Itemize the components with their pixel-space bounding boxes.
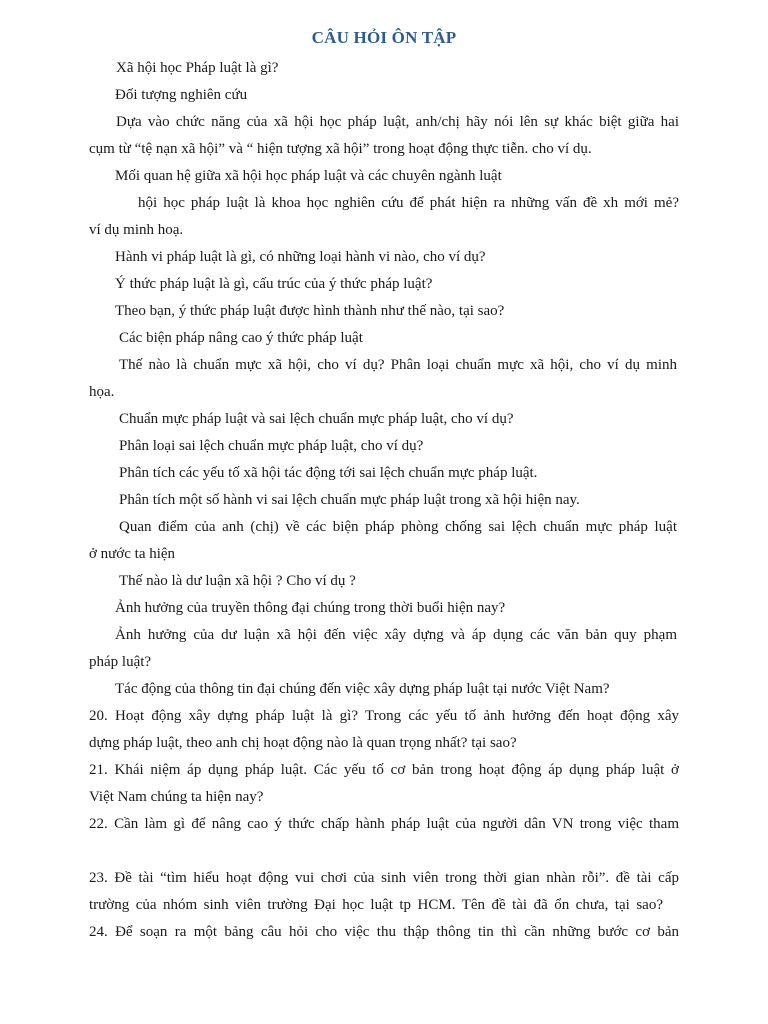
question-line: Ý thức pháp luật là gì, cấu trúc của ý thức pháp luật? [115, 276, 433, 292]
question-line: Việt Nam chúng ta hiện nay? [89, 789, 264, 805]
question-line: Phân tích các yếu tố xã hội tác động tới sai lệch chuẩn mực pháp luật. [119, 465, 538, 481]
question-line: pháp luật? [89, 654, 152, 670]
page-title: CÂU HỎI ÔN TẬP [311, 28, 457, 47]
question-line: Thế nào là dư luận xã hội ? Cho ví dụ ? [119, 573, 356, 589]
question-line: Hành vi pháp luật là gì, có những loại hành vi nào, cho ví dụ? [115, 249, 486, 265]
question-line: Tác động của thông tin đại chúng đến việc xây dựng pháp luật tại nước Việt Nam? [115, 681, 610, 697]
question-line: 24. Để soạn ra một bảng câu hỏi cho việc thu thập thông tin thì cần những bước cơ bản [89, 924, 679, 940]
question-line: trường của nhóm sinh viên trường Đại học luật tp HCM. Tên đề tài đã ổn chưa, tại sao? [89, 897, 663, 913]
question-line: ví dụ minh hoạ. [89, 222, 184, 238]
question-line: 23. Đề tài “tìm hiểu hoạt động vui chơi của sinh viên trong thời gian nhàn rỗi”. đề tài cấp [89, 870, 679, 886]
question-line: Theo bạn, ý thức pháp luật được hình thành như thế nào, tại sao? [115, 303, 505, 319]
question-line: Các biện pháp nâng cao ý thức pháp luật [119, 330, 363, 346]
question-line: Quan điểm của anh (chị) về các biện pháp phòng chống sai lệch chuẩn mực pháp luật [119, 519, 677, 535]
question-line: Mối quan hệ giữa xã hội học pháp luật và các chuyên ngành luật [115, 168, 502, 184]
question-line: Thế nào là chuẩn mực xã hội, cho ví dụ? Phân loại chuẩn mực xã hội, cho ví dụ minh [119, 357, 677, 373]
question-line: Phân loại sai lệch chuẩn mực pháp luật, cho ví dụ? [119, 438, 424, 454]
question-line: Dựa vào chức năng của xã hội học pháp luật, anh/chị hãy nói lên sự khác biệt giữa hai [116, 114, 679, 130]
question-line: Phân tích một số hành vi sai lệch chuẩn mực pháp luật trong xã hội hiện nay. [119, 492, 580, 508]
question-line: cụm từ “tệ nạn xã hội” và “ hiện tượng xã hội” trong hoạt động thực tiễn. cho ví dụ. [89, 141, 592, 157]
question-line: ở nước ta hiện [89, 546, 176, 562]
question-line: họa. [89, 384, 115, 400]
question-line: Chuẩn mực pháp luật và sai lệch chuẩn mực pháp luật, cho ví dụ? [119, 411, 514, 427]
question-line: 20. Hoạt động xây dựng pháp luật là gì? Trong các yếu tố ảnh hưởng đến hoạt động xây [89, 708, 679, 724]
question-line: dựng pháp luật, theo anh chị hoạt động nào là quan trọng nhất? tại sao? [89, 735, 517, 751]
question-line: Xã hội học Pháp luật là gì? [116, 60, 279, 76]
question-line: Ảnh hưởng của dư luận xã hội đến việc xây dựng và áp dụng các văn bản quy phạm [115, 627, 677, 643]
question-line: 22. Cần làm gì để nâng cao ý thức chấp hành pháp luật của người dân VN trong việc tham [89, 816, 679, 832]
question-line: 21. Khái niệm áp dụng pháp luật. Các yếu tố cơ bản trong hoạt động áp dụng pháp luật ở [89, 762, 679, 778]
question-line: Đối tượng nghiên cứu [115, 87, 248, 103]
question-line: Ảnh hưởng của truyền thông đại chúng trong thời buổi hiện nay? [115, 600, 506, 616]
question-line: hội học pháp luật là khoa học nghiên cứu để phát hiện ra những vấn đề xh mới mẻ? [138, 195, 679, 211]
